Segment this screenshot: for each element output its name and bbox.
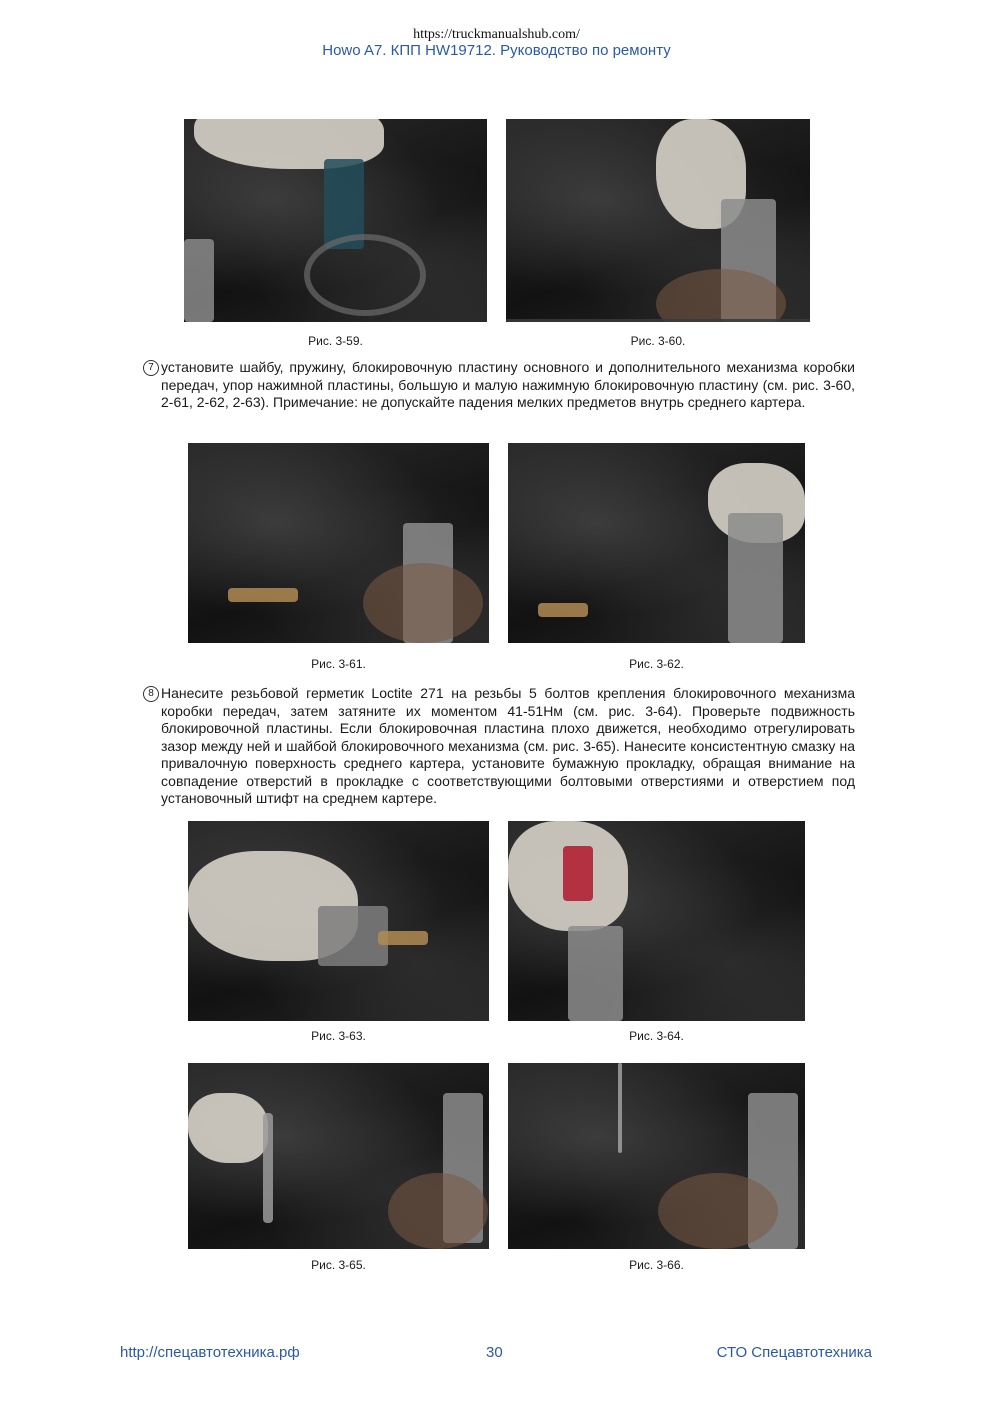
figure-caption: Рис. 3-66.	[629, 1258, 684, 1272]
figure-caption: Рис. 3-60.	[630, 334, 686, 348]
figure-caption: Рис. 3-65.	[311, 1258, 366, 1272]
figure-caption: Рис. 3-62.	[629, 657, 684, 671]
instruction-step-8	[143, 685, 855, 808]
photo-fig-3-65	[188, 1063, 489, 1249]
document-title: Howo A7. КПП HW19712. Руководство по ремонту	[322, 42, 671, 59]
footer-company-name: СТО Спецавтотехника	[716, 1344, 872, 1361]
footer-website-link[interactable]: http://спецавтотехника.рф	[120, 1344, 300, 1361]
page-number: 30	[486, 1344, 503, 1361]
photo-fig-3-66	[508, 1063, 805, 1249]
step-text: Нанесите резьбовой герметик Loctite 271 на резьбы 5 болтов крепления блокировочного механизма коробки передач, затем затяните их моментом 41-51Нм (см. рис. 3-64). Проверьте подвижность блокировочной пластины. Если блокировочная пластина плохо движется, необходимо отрегулировать зазор между ней и шайбой блокировочного механизма (см. рис. 3-65). Нанесите консистентную смазку на привалочную поверхность среднего картера, установите бумажную прокладку, обращая внимание на совпадение отверстий в прокладке с соответствующими болтовыми отверстиями и отверстием под установочный штифт на среднем картере.	[161, 685, 855, 806]
photo-fig-3-59	[184, 119, 487, 322]
instruction-step-7	[143, 359, 855, 412]
photo-fig-3-62	[508, 443, 805, 643]
figure-caption: Рис. 3-61.	[311, 657, 366, 671]
photo-fig-3-60	[506, 119, 810, 322]
step-number: 7	[143, 360, 159, 376]
figure-caption: Рис. 3-64.	[629, 1029, 684, 1043]
step-number: 8	[143, 686, 159, 702]
figure-caption: Рис. 3-59.	[308, 334, 363, 348]
source-url: https://truckmanualshub.com/	[413, 27, 580, 42]
photo-fig-3-61	[188, 443, 489, 643]
step-text: установите шайбу, пружину, блокировочную пластину основного и дополнительного механизма коробки передач, упор нажимной пластины, большую и малую нажимную блокировочную пластину (см. рис. 3-60, 2-61, 2-62, 2-63). Примечание: не допускайте падения мелких предметов внутрь среднего картера.	[161, 359, 855, 410]
photo-fig-3-64	[508, 821, 805, 1021]
photo-fig-3-63	[188, 821, 489, 1021]
figure-caption: Рис. 3-63.	[311, 1029, 366, 1043]
